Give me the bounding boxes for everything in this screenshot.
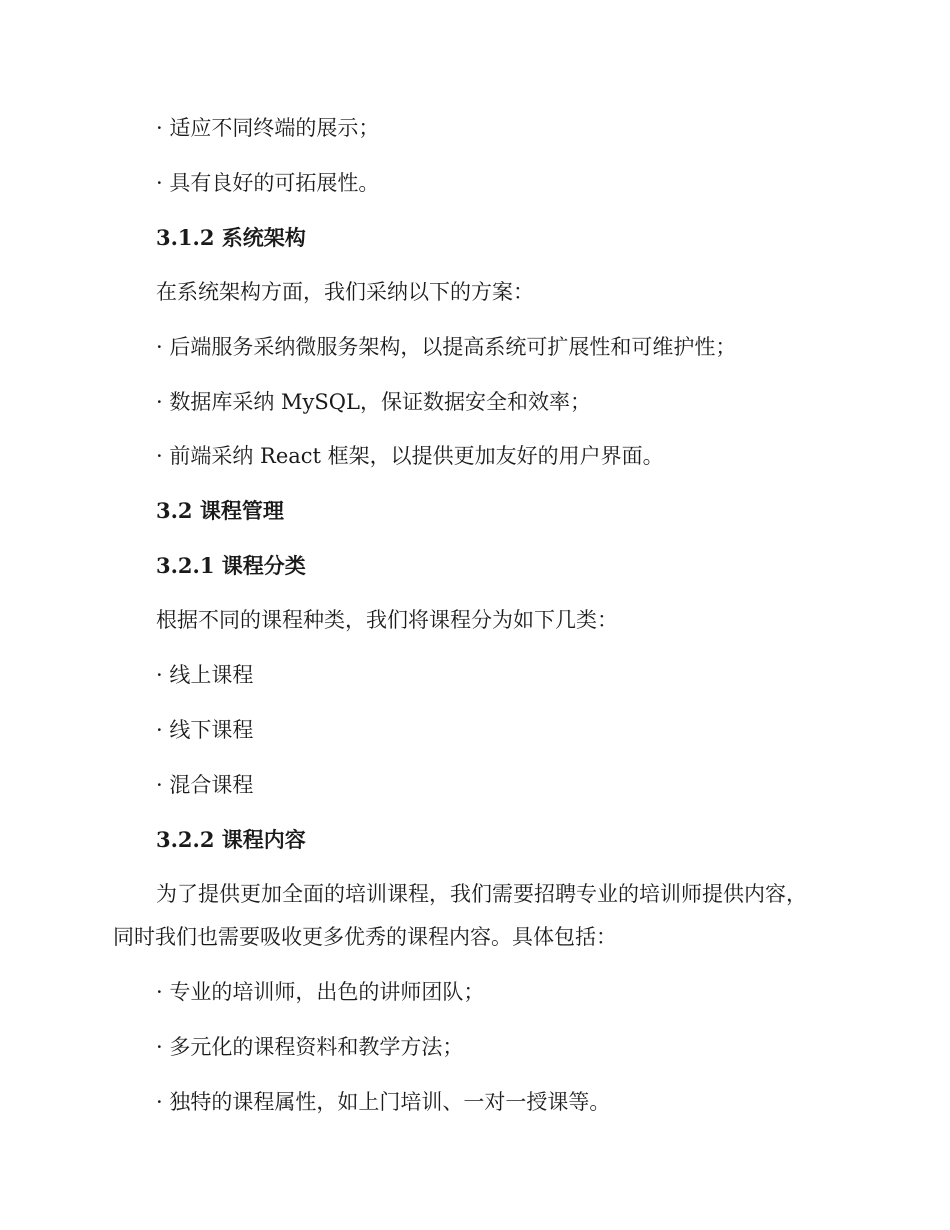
bullet-item: · 数据库采纳 MySQL，保证数据安全和效率； [156, 390, 591, 414]
bullet-item: · 混合课程 [156, 773, 254, 797]
bullet-item: · 线下课程 [156, 718, 254, 742]
bullet-item: · 多元化的课程资料和教学方法； [156, 1035, 464, 1059]
paragraph-continuation: 同时我们也需要吸收更多优秀的课程内容。具体包括： [113, 925, 617, 949]
bullet-item: · 专业的培训师，出色的讲师团队； [156, 980, 485, 1004]
bullet-item: · 适应不同终端的展示； [156, 116, 380, 140]
bullet-item: · 线上课程 [156, 663, 254, 687]
paragraph: 在系统架构方面，我们采纳以下的方案： [156, 280, 534, 304]
section-heading: 3.2.1 课程分类 [156, 553, 306, 578]
bullet-item: · 独特的课程属性，如上门培训、一对一授课等。 [156, 1090, 611, 1114]
paragraph: 根据不同的课程种类，我们将课程分为如下几类： [156, 608, 618, 632]
paragraph: 为了提供更加全面的培训课程，我们需要招聘专业的培训师提供内容， [156, 882, 807, 906]
bullet-item: · 后端服务采纳微服务架构，以提高系统可扩展性和可维护性； [156, 335, 737, 359]
section-heading: 3.2 课程管理 [156, 498, 284, 523]
bullet-item: · 前端采纳 React 框架，以提供更加友好的用户界面。 [156, 444, 664, 468]
section-heading: 3.2.2 课程内容 [156, 827, 306, 852]
section-heading: 3.1.2 系统架构 [156, 225, 306, 250]
bullet-item: · 具有良好的可拓展性。 [156, 171, 380, 195]
